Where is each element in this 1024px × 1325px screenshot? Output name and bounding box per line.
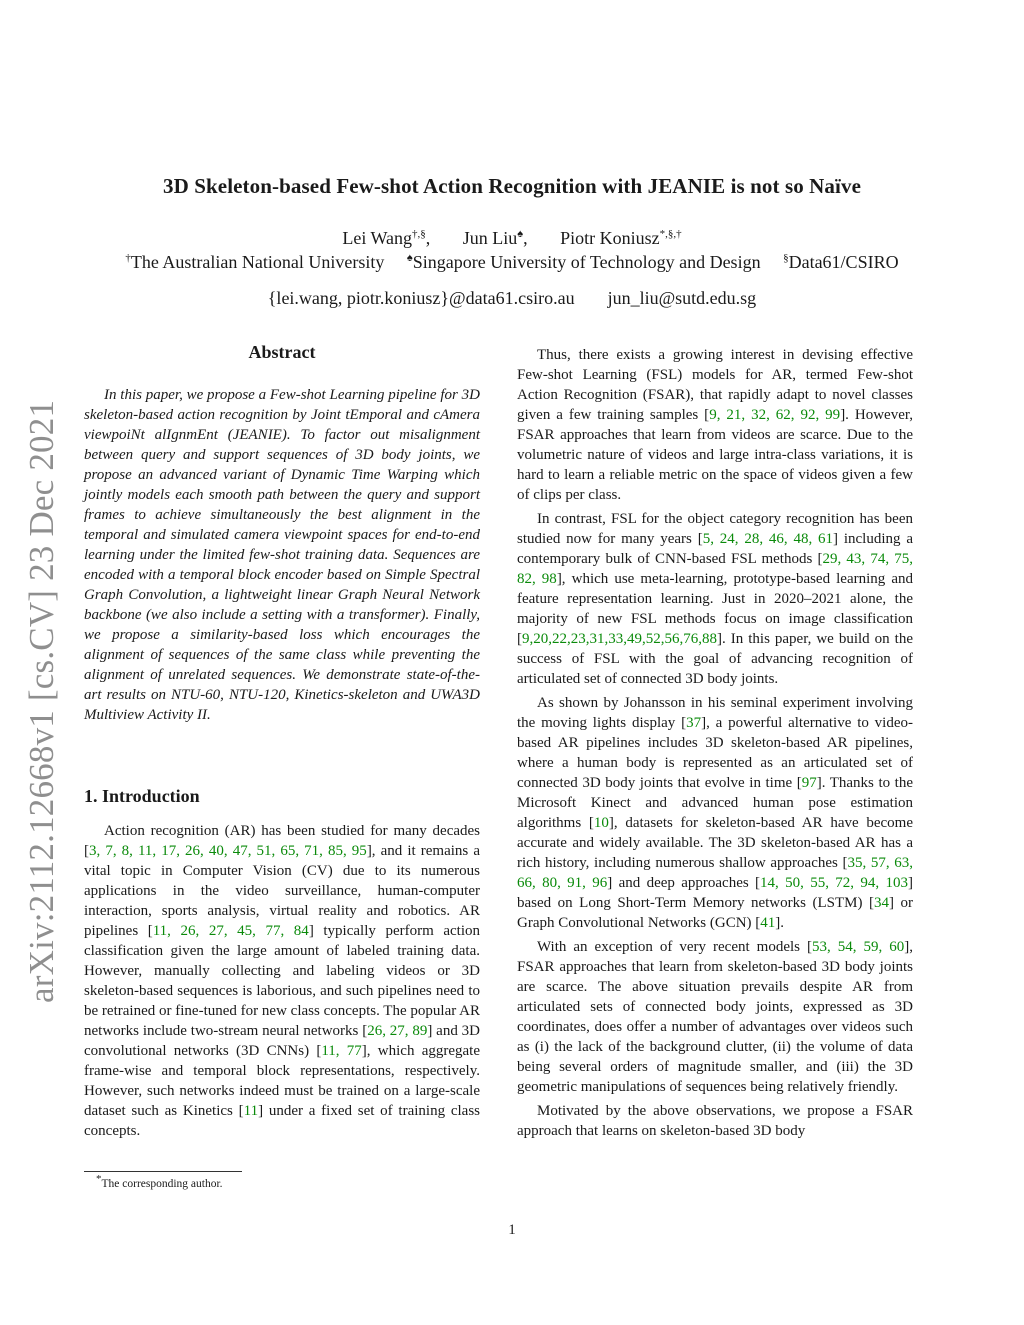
body-paragraph: As shown by Johansson in his seminal experiment involving the moving lights display [37], a powerful alternative to video-based AR pipelines includes 3D skeleton-based AR pipelines, where a human body is represented as an articulated set of connected 3D body joints that evolve in time [97]. Thanks to the Microsoft Kinect and advanced human pose estimation algorithms [10], datasets for skeleton-based AR have become accurate and widely available. The 3D skeleton-based AR has a rich history, including numerous shallow approaches [35, 57, 63, 66, 80, 91, 96] and deep approaches [14, 50, 55, 72, 94, 103] based on Long Short-Term Memory networks (LSTM) [34] or Graph Convolutional Networks (GCN) [41]. xyxy=(517,695,914,931)
citation-link[interactable]: 14, 50, 55, 72, 94, 103 xyxy=(760,875,908,891)
citation-link[interactable]: 10 xyxy=(593,815,609,831)
author-name: Piotr Koniusz*,§,† xyxy=(560,228,682,248)
email: jun_liu@sutd.edu.sg xyxy=(607,288,757,308)
email: {lei.wang, piotr.koniusz}@data61.csiro.au xyxy=(267,288,575,308)
intro-paragraph: Action recognition (AR) has been studied for many decades [3, 7, 8, 11, 17, 26, 40, 47, 51, 65, 71, 85, 95], and it remains a vital topic in Computer Vision (CV) due to its numerous applications in the video surveillance, human-computer interaction, sports analysis, virtual reality and robotics. AR pipelines [11, 26, 27, 45, 77, 84] typically perform action classification given the large amount of labeled training data. However, manually collecting and labeling videos or 3D skeleton-based sequences is laborious, and such pipelines need to be retrained or fine-tuned for new class concepts. The popular AR networks include two-stream neural networks [26, 27, 89] and 3D convolutional networks (3D CNNs) [11, 77], which aggregate frame-wise and temporal block representations, respectively. However, such networks indeed must be trained on a large-scale dataset such as Kinetics [11] under a fixed set of training class concepts. xyxy=(84,823,480,1139)
arxiv-sidebar-stamp: arXiv:2112.12668v1 [cs.CV] 23 Dec 2021 xyxy=(22,399,61,1003)
citation-link[interactable]: 97 xyxy=(801,775,817,791)
citation-link[interactable]: 11, 77 xyxy=(321,1043,362,1059)
paper-title: 3D Skeleton-based Few-shot Action Recognition with JEANIE is not so Naïve xyxy=(163,174,861,198)
citation-link[interactable]: 5, 24, 28, 46, 48, 61 xyxy=(702,531,834,547)
abstract-text: In this paper, we propose a Few-shot Learning pipeline for 3D skeleton-based action recognition by Joint tEmporal and cAmera viewpoiNt alIgnmEnt (JEANIE). To factor out misalignment between query and support sequences of 3D body joints, we propose an advanced variant of Dynamic Time Warping which jointly models each smooth path between the query and support frames to achieve simultaneously the best alignment in the temporal and simulated camera viewpoint spaces for end-to-end learning under the limited few-shot training data. Sequences are encoded with a temporal block encoder based on Simple Spectral Graph Convolution, a lightweight linear Graph Neural Network backbone (we also include a setting with a transformer). Finally, we propose a similarity-based loss which encourages the alignment of sequences of the same class while preventing the alignment of unrelated sequences. We demonstrate state-of-the-art results on NTU-60, NTU-120, Kinetics-skeleton and UWA3D Multiview Activity II. xyxy=(84,387,480,723)
affiliation-list xyxy=(0,252,1024,273)
affiliation: †The Australian National University xyxy=(125,252,385,272)
citation-link[interactable]: 3, 7, 8, 11, 17, 26, 40, 47, 51, 65, 71, 85, 95 xyxy=(89,843,367,859)
footnote-rule xyxy=(84,1171,242,1172)
page-number: 1 xyxy=(508,1222,516,1238)
citation-link[interactable]: 9,20,22,23,31,33,49,52,56,76,88 xyxy=(522,631,717,647)
citation-link[interactable]: 41 xyxy=(760,915,776,931)
right-column xyxy=(517,345,913,1145)
citation-link[interactable]: 11, 26, 27, 45, 77, 84 xyxy=(152,923,309,939)
author-list xyxy=(0,228,1024,249)
footnote: *The corresponding author. xyxy=(96,1173,223,1190)
email-list xyxy=(0,288,1024,309)
citation-link[interactable]: 26, 27, 89 xyxy=(367,1023,428,1039)
author-name: Jun Liu♠, xyxy=(462,228,528,248)
affiliation: ♠Singapore University of Technology and Design xyxy=(406,252,761,272)
section-heading-introduction: 1. Introduction xyxy=(84,786,200,806)
body-paragraph: Thus, there exists a growing interest in devising effective Few-shot Learning (FSL) models for AR, termed Few-shot Action Recognition (FSAR), that rapidly adapt to novel classes given a few training samples [9, 21, 32, 62, 92, 99]. However, FSAR approaches that learn from videos are scarce. Due to the volumetric nature of videos and large intra-class variations, it is hard to learn a reliable metric on the space of videos given a few of clips per class. xyxy=(517,347,914,503)
body-paragraph: Motivated by the above observations, we propose a FSAR approach that learns on skeleton-based 3D body xyxy=(517,1103,913,1139)
citation-link[interactable]: 29, 43, 74, 75, 82, 98 xyxy=(517,551,914,587)
citation-link[interactable]: 53, 54, 59, 60 xyxy=(812,939,905,955)
citation-link[interactable]: 34 xyxy=(874,895,889,911)
citation-link[interactable]: 37 xyxy=(686,715,702,731)
abstract-heading: Abstract xyxy=(248,342,316,362)
body-paragraph: With an exception of very recent models [53, 54, 59, 60], FSAR approaches that learn from skeleton-based 3D body joints are scarce. The above situation prevails despite AR from articulated sets of connected body joints, expressed as 3D coordinates, does offer a number of advantages over videos such as (i) the lack of the background clutter, (ii) the volume of data being several orders of magnitude smaller, and (iii) the 3D geometric manipulations of sequences being relatively friendly. xyxy=(517,939,914,1095)
body-paragraph: In contrast, FSL for the object category recognition has been studied now for many years [5, 24, 28, 46, 48, 61] including a contemporary bulk of CNN-based FSL methods [29, 43, 74, 75, 82, 98], which use meta-learning, prototype-based learning and feature representation learning. Just in 2020–2021 alone, the majority of new FSL methods focus on image classification [9,20,22,23,31,33,49,52,56,76,88]. In this paper, we build on the success of FSL with the goal of advancing recognition of articulated set of connected 3D body joints. xyxy=(517,511,914,687)
citation-link[interactable]: 9, 21, 32, 62, 92, 99 xyxy=(709,407,841,423)
affiliation: §Data61/CSIRO xyxy=(783,252,899,272)
citation-link[interactable]: 35, 57, 63, 66, 80, 91, 96 xyxy=(517,855,914,891)
citation-link[interactable]: 11 xyxy=(243,1103,259,1119)
author-name: Lei Wang†,§, xyxy=(342,228,431,248)
